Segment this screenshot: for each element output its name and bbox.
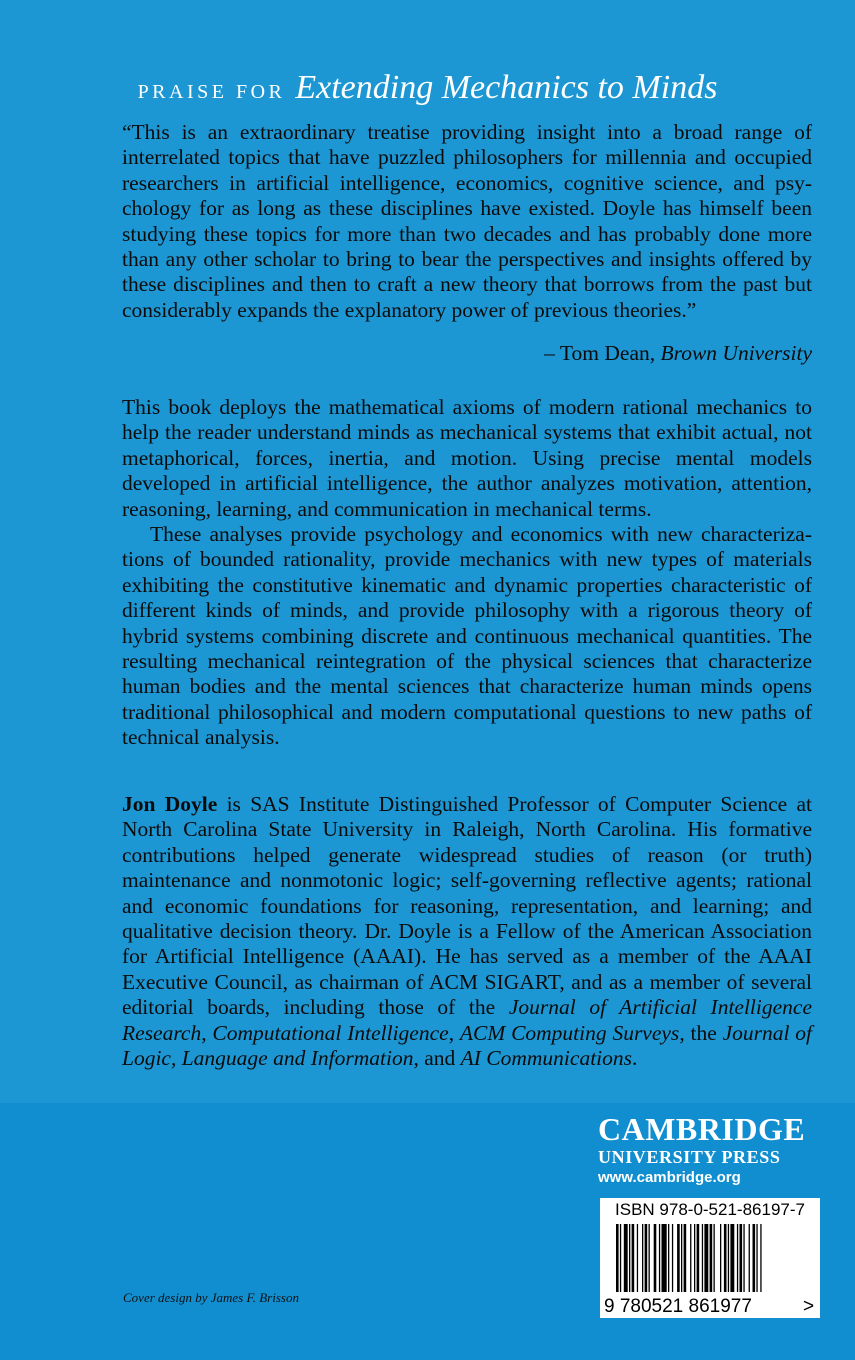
barcode-bar: [714, 1224, 715, 1292]
barcode-bar: [637, 1224, 638, 1292]
journal-ai-comm: AI Communications: [460, 1046, 633, 1071]
book-description: [122, 395, 812, 751]
isbn-label: ISBN 978-0-521-86197-7: [615, 1200, 805, 1219]
barcode-bar: [694, 1224, 695, 1292]
barcode-bar: [645, 1224, 648, 1292]
barcode-bars: [616, 1224, 762, 1292]
author-name: Jon Doyle: [122, 792, 218, 816]
barcode-bar: [753, 1224, 756, 1292]
barcode-bar: [756, 1224, 757, 1292]
praise-heading-prefix: PRAISE FOR: [137, 81, 286, 103]
publisher-url: www.cambridge.org: [598, 1169, 741, 1186]
author-bio: [122, 792, 812, 1071]
barcode-arrow: >: [803, 1296, 815, 1317]
quote-author: – Tom Dean,: [544, 341, 656, 365]
praise-heading: [0, 66, 855, 114]
barcode-bar: [704, 1224, 708, 1292]
barcode-panel: [600, 1198, 820, 1318]
bio-separator: , and: [413, 1046, 461, 1071]
quote-affiliation: Brown University: [660, 341, 812, 365]
barcode-bar: [677, 1224, 680, 1292]
barcode-bar: [724, 1224, 727, 1292]
barcode-bar: [616, 1224, 619, 1292]
barcode-bar: [760, 1224, 761, 1292]
book-title: Extending Mechanics to Minds: [295, 69, 718, 106]
barcode-bar: [662, 1224, 667, 1292]
journal-jair: Journal of Artificial Intelligence Research: [122, 995, 813, 1045]
barcode-bar: [710, 1224, 713, 1292]
barcode-bar: [642, 1224, 643, 1292]
barcode-bar: [740, 1224, 743, 1292]
barcode: [600, 1198, 820, 1318]
barcode-bar: [681, 1224, 682, 1292]
journal-ci: Computational Intelligence: [212, 1020, 449, 1045]
barcode-bar: [649, 1224, 650, 1292]
description-paragraph-1: This book deploys the mathematical axioms of modern rational mechanics to help the reader understand minds as mechanical systems that exhibit actual, not metaphorical, forces, inertia, and motion. Using precise mental models developed in artificial intelligence, the author analyzes motivation, attention, reasoning, learning, and communication in mechanical terms.: [122, 395, 812, 521]
journal-acm-surveys: ACM Computing Surveys: [459, 1020, 680, 1045]
barcode-bar: [690, 1224, 691, 1292]
barcode-bar: [659, 1224, 660, 1292]
barcode-digits: 9 780521 861977: [604, 1296, 752, 1317]
description-paragraph-2: These analyses provide psychology and economics with new characterizations of bounded rationality, provide mechanics with new types of materials exhibiting the constitutive kinematic and dynamic properties characteristic of different kinds of minds, and provide philosophy with a rigorous theory of hybrid systems combining discrete and continuous mechanical quantities. The resulting mechanical reintegration of the physical sciences that characterize human bodies and the mental sciences that characterize human minds opens traditional philosophical and modern computational questions to new paths of technical analysis.: [122, 522, 812, 750]
bio-separator: , the: [679, 1020, 723, 1045]
barcode-bar: [728, 1224, 729, 1292]
barcode-bar: [743, 1224, 744, 1292]
barcode-bar: [730, 1224, 734, 1292]
barcode-bar: [684, 1224, 687, 1292]
barcode-bar: [654, 1224, 657, 1292]
quote-attribution: [122, 340, 812, 366]
barcode-bar: [624, 1224, 628, 1292]
barcode-bar: [632, 1224, 635, 1292]
bio-text: is SAS Institute Distinguished Professor of Computer Science at North Carolina State University in Raleigh, North Carolina. His formative contributions helped generate widespread studies of reason (or truth) maintenance and nonmotonic logic; self-governing reflective agents; rational and economic foundations for reasoning, representation, and learning; and qualitative decision theory. Dr. Doyle is a Fellow of the American Association for Artificial Intelligence (AAAI). He has served as a member of the AAAI Executive Council, as chairman of ACM SIGART, and as a member of several editorial boards, including those of the: [122, 792, 813, 1020]
bio-end: .: [632, 1046, 638, 1071]
barcode-bar: [720, 1224, 721, 1292]
publisher-logo: [598, 1111, 820, 1189]
barcode-bar: [672, 1224, 673, 1292]
journal-jolli: Journal of Logic, Language and Information: [122, 1020, 812, 1071]
barcode-bar: [697, 1224, 700, 1292]
bio-separator: ,: [201, 1020, 213, 1045]
barcode-bar: [668, 1224, 669, 1292]
publisher-press: UNIVERSITY PRESS: [598, 1147, 781, 1167]
cover-credit: Cover design by James F. Brisson: [123, 1290, 299, 1305]
barcode-bar: [737, 1224, 738, 1292]
publisher-name: CAMBRIDGE: [598, 1111, 806, 1147]
barcode-bar: [749, 1224, 750, 1292]
barcode-bar: [702, 1224, 703, 1292]
barcode-bar: [620, 1224, 621, 1292]
barcode-bar: [629, 1224, 630, 1292]
praise-quote: “This is an extraordinary treatise providing insight into a broad range of interrelated topics that have puzzled philosophers for millennia and occupied researchers in artificial intelligence, economics, cognitive science, and psychology for as long as these disciplines have existed. Doyle has himself been studying these topics for more than two decades and has probably done more than any other scholar to bring to bear the perspectives and insights offered by these disciplines and then to craft a new theory that borrows from the past but considerably expands the explanatory power of previous theories.”: [122, 120, 812, 322]
bio-separator: ,: [448, 1020, 460, 1045]
